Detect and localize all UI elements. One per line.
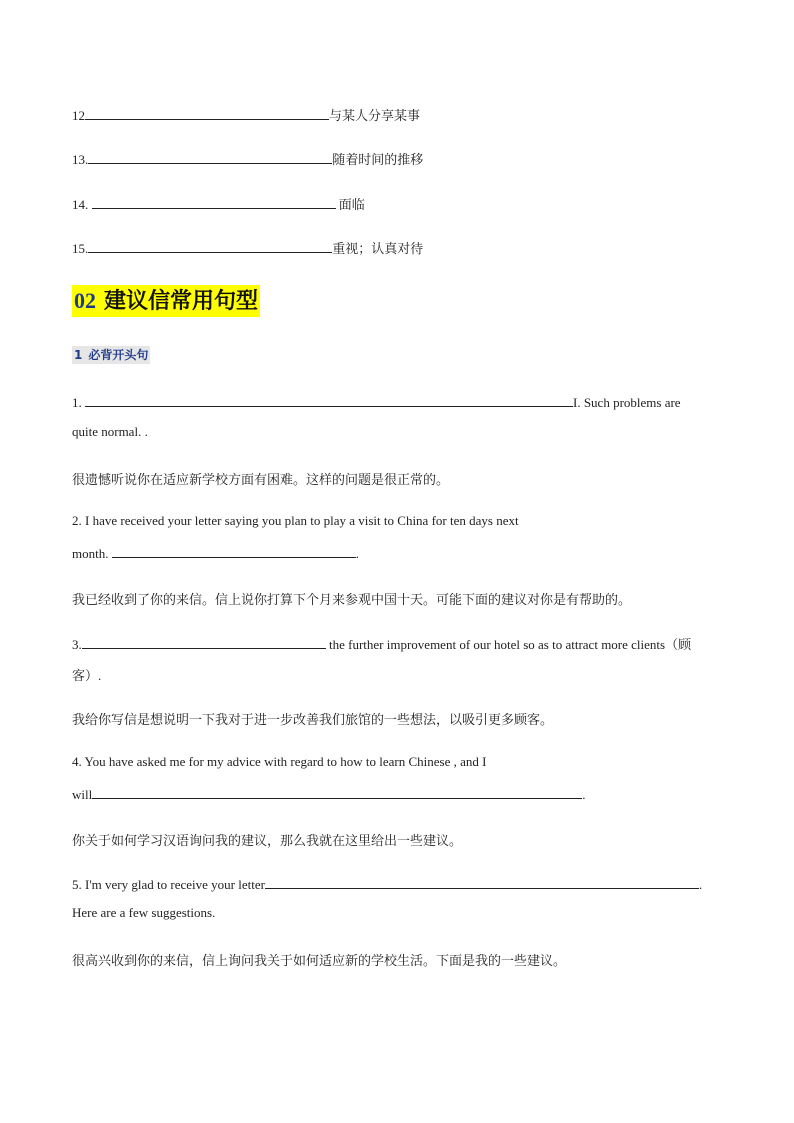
- subsection-heading: [72, 346, 150, 364]
- answer-blank[interactable]: [92, 195, 336, 209]
- subsection-number: 1: [74, 348, 83, 362]
- answer-blank[interactable]: [92, 785, 582, 799]
- answer-blank[interactable]: [88, 150, 332, 164]
- sentence-item-5-translation: 很高兴收到你的来信，信上询问我关于如何适应新的学校生活。下面是我的一些建议。: [72, 954, 567, 969]
- sentence-item-4-translation: 你关于如何学习汉语询问我的建议，那么我就在这里给出一些建议。: [72, 834, 463, 849]
- item-number: 15.: [72, 241, 89, 256]
- vocab-item-14: [72, 194, 365, 213]
- item-text: the further improvement of our hotel so as to attract more clients（顾: [325, 637, 692, 652]
- sentence-item-1-line2: [72, 424, 148, 440]
- item-text: quite normal. .: [72, 424, 148, 439]
- item-number: 1.: [72, 395, 82, 410]
- item-text: .: [355, 546, 359, 561]
- item-number: 13.: [72, 152, 89, 167]
- sentence-item-1-translation: 很遗憾听说你在适应新学校方面有困难。这样的问题是很正常的。: [72, 473, 450, 488]
- sentence-item-3-line1: [72, 634, 691, 653]
- item-text: 5. I'm very glad to receive your letter: [72, 877, 265, 892]
- sentence-item-2-translation: 我已经收到了你的来信。信上说你打算下个月来参观中国十天。可能下面的建议对你是有帮助的。: [72, 593, 632, 608]
- item-meaning: 与某人分享某事: [329, 109, 421, 124]
- section-number: 02: [74, 288, 96, 313]
- item-number: 14.: [72, 197, 89, 212]
- item-text: .: [582, 787, 586, 802]
- item-meaning: 重视；认真对待: [332, 242, 424, 257]
- answer-blank[interactable]: [82, 635, 326, 649]
- item-text: .: [698, 877, 703, 892]
- sentence-item-5-line2: Here are a few suggestions.: [72, 905, 216, 920]
- sentence-item-4-line1: 4. You have asked me for my advice with regard to how to learn Chinese , and I: [72, 754, 487, 769]
- sentence-item-4-line2: [72, 785, 585, 803]
- vocab-item-12: [72, 105, 420, 124]
- answer-blank[interactable]: [88, 239, 332, 253]
- sentence-item-1-line1: [72, 393, 681, 411]
- answer-blank[interactable]: [265, 875, 699, 889]
- sentence-item-3-line2: 客）.: [72, 668, 102, 683]
- vocab-item-13: [72, 149, 423, 168]
- sentence-item-2-line1: 2. I have received your letter saying you plan to play a visit to China for ten days next: [72, 513, 519, 528]
- sentence-item-3-translation: 我给你写信是想说明一下我对于进一步改善我们旅馆的一些想法，以吸引更多顾客。: [72, 713, 554, 728]
- subsection-title: 必背开头句: [88, 348, 149, 362]
- answer-blank[interactable]: [85, 393, 573, 407]
- item-meaning: 面临: [338, 198, 365, 213]
- item-text: will: [72, 787, 93, 802]
- sentence-item-5-line1: [72, 875, 702, 893]
- answer-blank[interactable]: [85, 106, 329, 120]
- item-number: 3.: [72, 637, 82, 652]
- item-text: month.: [72, 546, 109, 561]
- item-number: 12: [72, 108, 85, 123]
- item-text: I. Such problems are: [573, 395, 681, 410]
- section-heading: [72, 285, 260, 317]
- answer-blank[interactable]: [112, 544, 356, 558]
- vocab-item-15: [72, 238, 423, 257]
- sentence-item-2-line2: [72, 544, 359, 562]
- section-title: 建议信常用句型: [104, 289, 259, 314]
- item-meaning: 随着时间的推移: [332, 153, 424, 168]
